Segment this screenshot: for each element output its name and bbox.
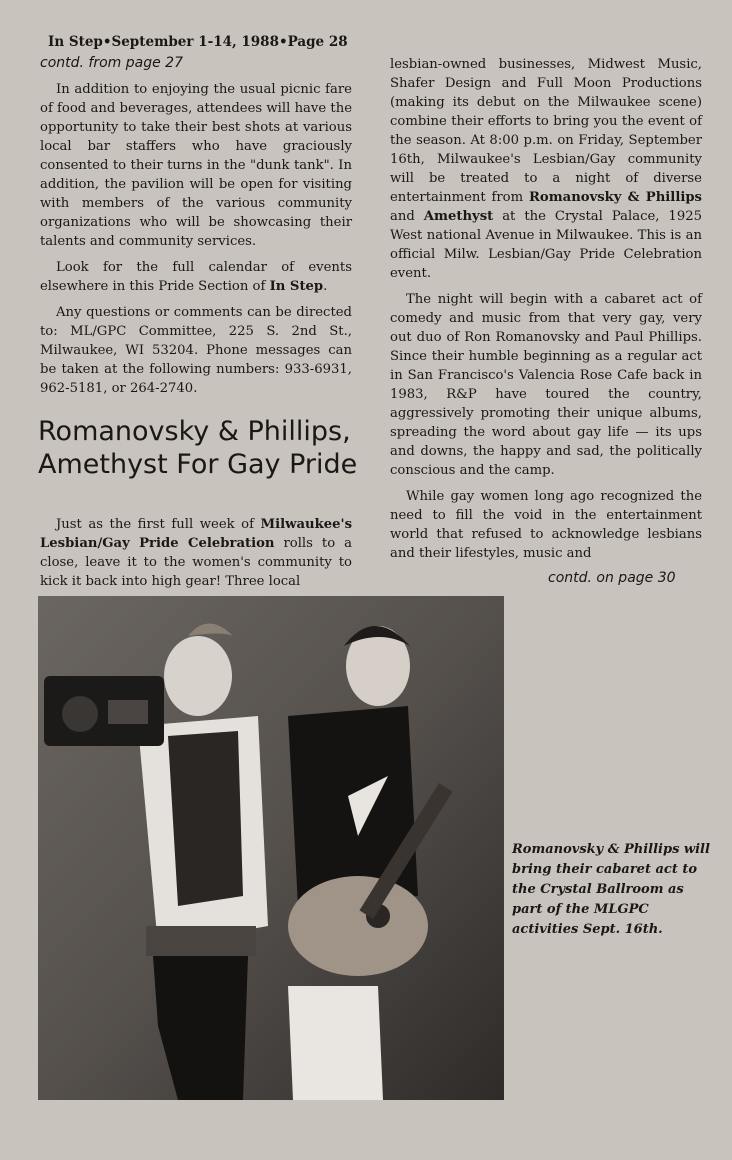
duo-photo (38, 596, 504, 1100)
continued-from-label: contd. from page 27 (40, 55, 183, 71)
calendar-paragraph: Look for the full calendar of events elsewhere in this Pride Section of In Step. (40, 260, 352, 294)
lead-paragraph: Just as the first full week of Milwaukee's Lesbian/Gay Pride Celebration rolls to a close, leave it to the women's community to kick it back into high gear! Three local (40, 517, 352, 589)
contact-paragraph: Any questions or comments can be directed to: ML/GPC Committee, 225 S. 2nd St., Milwaukee, WI 53204. Phone messages can be taken at the following numbers: 933-6931, 962-5181, or 264-2740. (40, 305, 352, 396)
photo-illustration (38, 596, 504, 1100)
continued-on-label: contd. on page 30 (548, 570, 676, 586)
women-paragraph: While gay women long ago recognized the need to fill the void in the entertainment world that refused to acknowledge lesbians and their lifestyles, music and (390, 489, 702, 561)
picnic-paragraph: In addition to enjoying the usual picnic fare of food and beverages, attendees will have the opportunity to take their best shots at various local bar staffers who have graciously consented to their turns in the "dunk tank". In addition, the pavilion will be open for visiting with members of the various community organizations who will be showcasing their talents and community services. (40, 82, 352, 249)
left-column (40, 80, 352, 405)
photo-caption: Romanovsky & Phillips will bring their cabaret act to the Crystal Ballroom as part of the MLGPC activities Sept. 16th. (512, 842, 710, 937)
right-column (390, 55, 702, 570)
masthead: In Step•September 1-14, 1988•Page 28 (48, 34, 348, 50)
lead-column (40, 515, 352, 598)
intro-paragraph: lesbian-owned businesses, Midwest Music, Shafer Design and Full Moon Productions (making its debut on the Milwaukee scene) combine their efforts to bring you the event of the season. At 8:00 p.m. on Friday, September 16th, Milwaukee's Lesbian/Gay community will be treated to a night of diverse entertainment from Romanovsky & Phillips and Amethyst at the Crystal Palace, 1925 West national Avenue in Milwaukee. This is an official Milw. Lesbian/Gay Pride Celebration event. (390, 57, 702, 281)
article-headline: Romanovsky & Phillips, Amethyst For Gay Pride (38, 416, 358, 480)
cabaret-paragraph: The night will begin with a cabaret act of comedy and music from that very gay, very out duo of Ron Romanovsky and Paul Phillips. Since their humble beginning as a regular act in San Francisco's Valencia Rose Cafe back in 1983, R&P have toured the country, aggressively promoting their unique albums, spreading the word about gay life — its ups and downs, the happy and sad, the politically conscious and the camp. (390, 292, 702, 478)
